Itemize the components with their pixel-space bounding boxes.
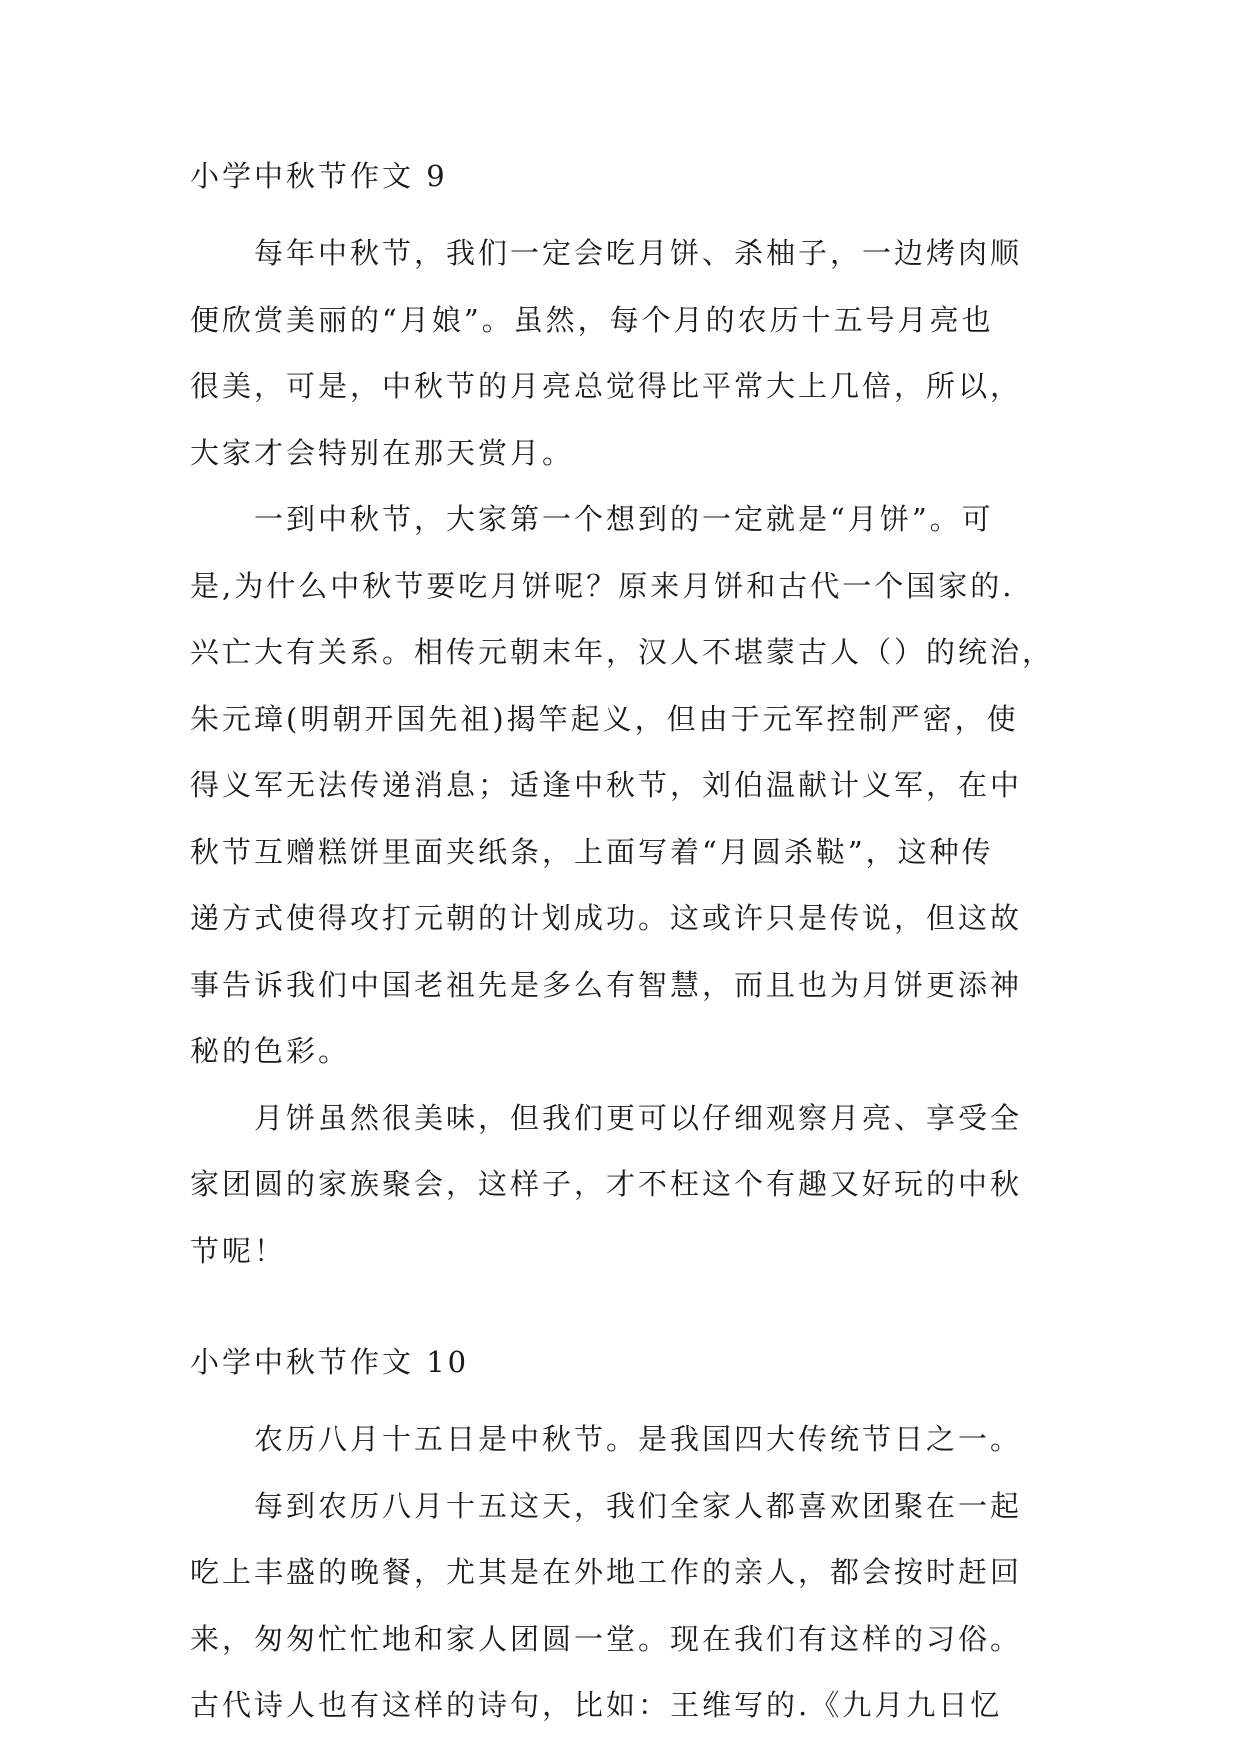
paragraph [190,220,1050,486]
document-page [190,158,1055,1739]
text-line: 农历八月十五日是中秋节。是我国四大传统节日之一。 [254,1422,1023,1456]
text-line: 便欣赏美丽的“月娘”。虽然，每个月的农历十五号月亮也 [190,302,994,337]
text-line: 朱元璋(明朝开国先祖)揭竿起义，但由于元军控制严密，使 [190,701,1019,736]
paragraph [190,1085,1050,1285]
spacer [190,1380,1050,1406]
text-line: 来，匆匆忙忙地和家人团圆一堂。现在我们有这样的习俗。 [190,1621,1023,1656]
text-line: 秋节互赠糕饼里面夹纸条，上面写着“月圆杀鞑”，这种传 [190,834,994,869]
text-line: 家团圆的家族聚会，这样子，才不枉这个有趣又好玩的中秋 [190,1167,1023,1201]
text-line: 每年中秋节，我们一定会吃月饼、杀柚子，一边烤肉顺 [254,236,1023,270]
paragraph [190,486,1055,1085]
text-line: 兴亡大有关系。相传元朝末年，汉人不堪蒙古人（）的统治， [190,635,1055,669]
spacer [190,1284,1050,1344]
spacer [190,194,1050,220]
text-line: 一到中秋节，大家第一个想到的一定就是“月饼”。可 [254,502,994,536]
paragraph [190,1406,1050,1473]
essay-9 [190,158,1055,1284]
text-line: 古代诗人也有这样的诗句，比如：王维写的.《九月九日忆 [190,1688,1003,1722]
text-line: 吃上丰盛的晚餐，尤其是在外地工作的亲人，都会按时赶回 [190,1555,1023,1589]
text-line: 很美，可是，中秋节的月亮总觉得比平常大上几倍，所以， [190,369,1023,403]
text-line: 月饼虽然很美味，但我们更可以仔细观察月亮、享受全 [254,1100,1023,1135]
text-line: 是,为什么中秋节要吃月饼呢？原来月饼和古代一个国家的. [190,568,1015,603]
text-line: 秘的色彩。 [190,1034,351,1068]
text-line: 事告诉我们中国老祖先是多么有智慧，而且也为月饼更添神 [190,967,1023,1002]
essay-title: 小学中秋节作文 10 [190,1345,470,1379]
text-line: 每到农历八月十五这天，我们全家人都喜欢团聚在一起 [254,1488,1023,1523]
text-line: 递方式使得攻打元朝的计划成功。这或许只是传说，但这故 [190,901,1023,935]
paragraph [190,1473,1050,1739]
text-line: 节呢！ [190,1233,287,1268]
essay-10 [190,1344,1050,1739]
essay-title: 小学中秋节作文 9 [190,159,448,193]
text-line: 得义军无法传递消息；适逢中秋节，刘伯温献计义军，在中 [190,768,1023,802]
text-line: 大家才会特别在那天赏月。 [190,435,575,470]
